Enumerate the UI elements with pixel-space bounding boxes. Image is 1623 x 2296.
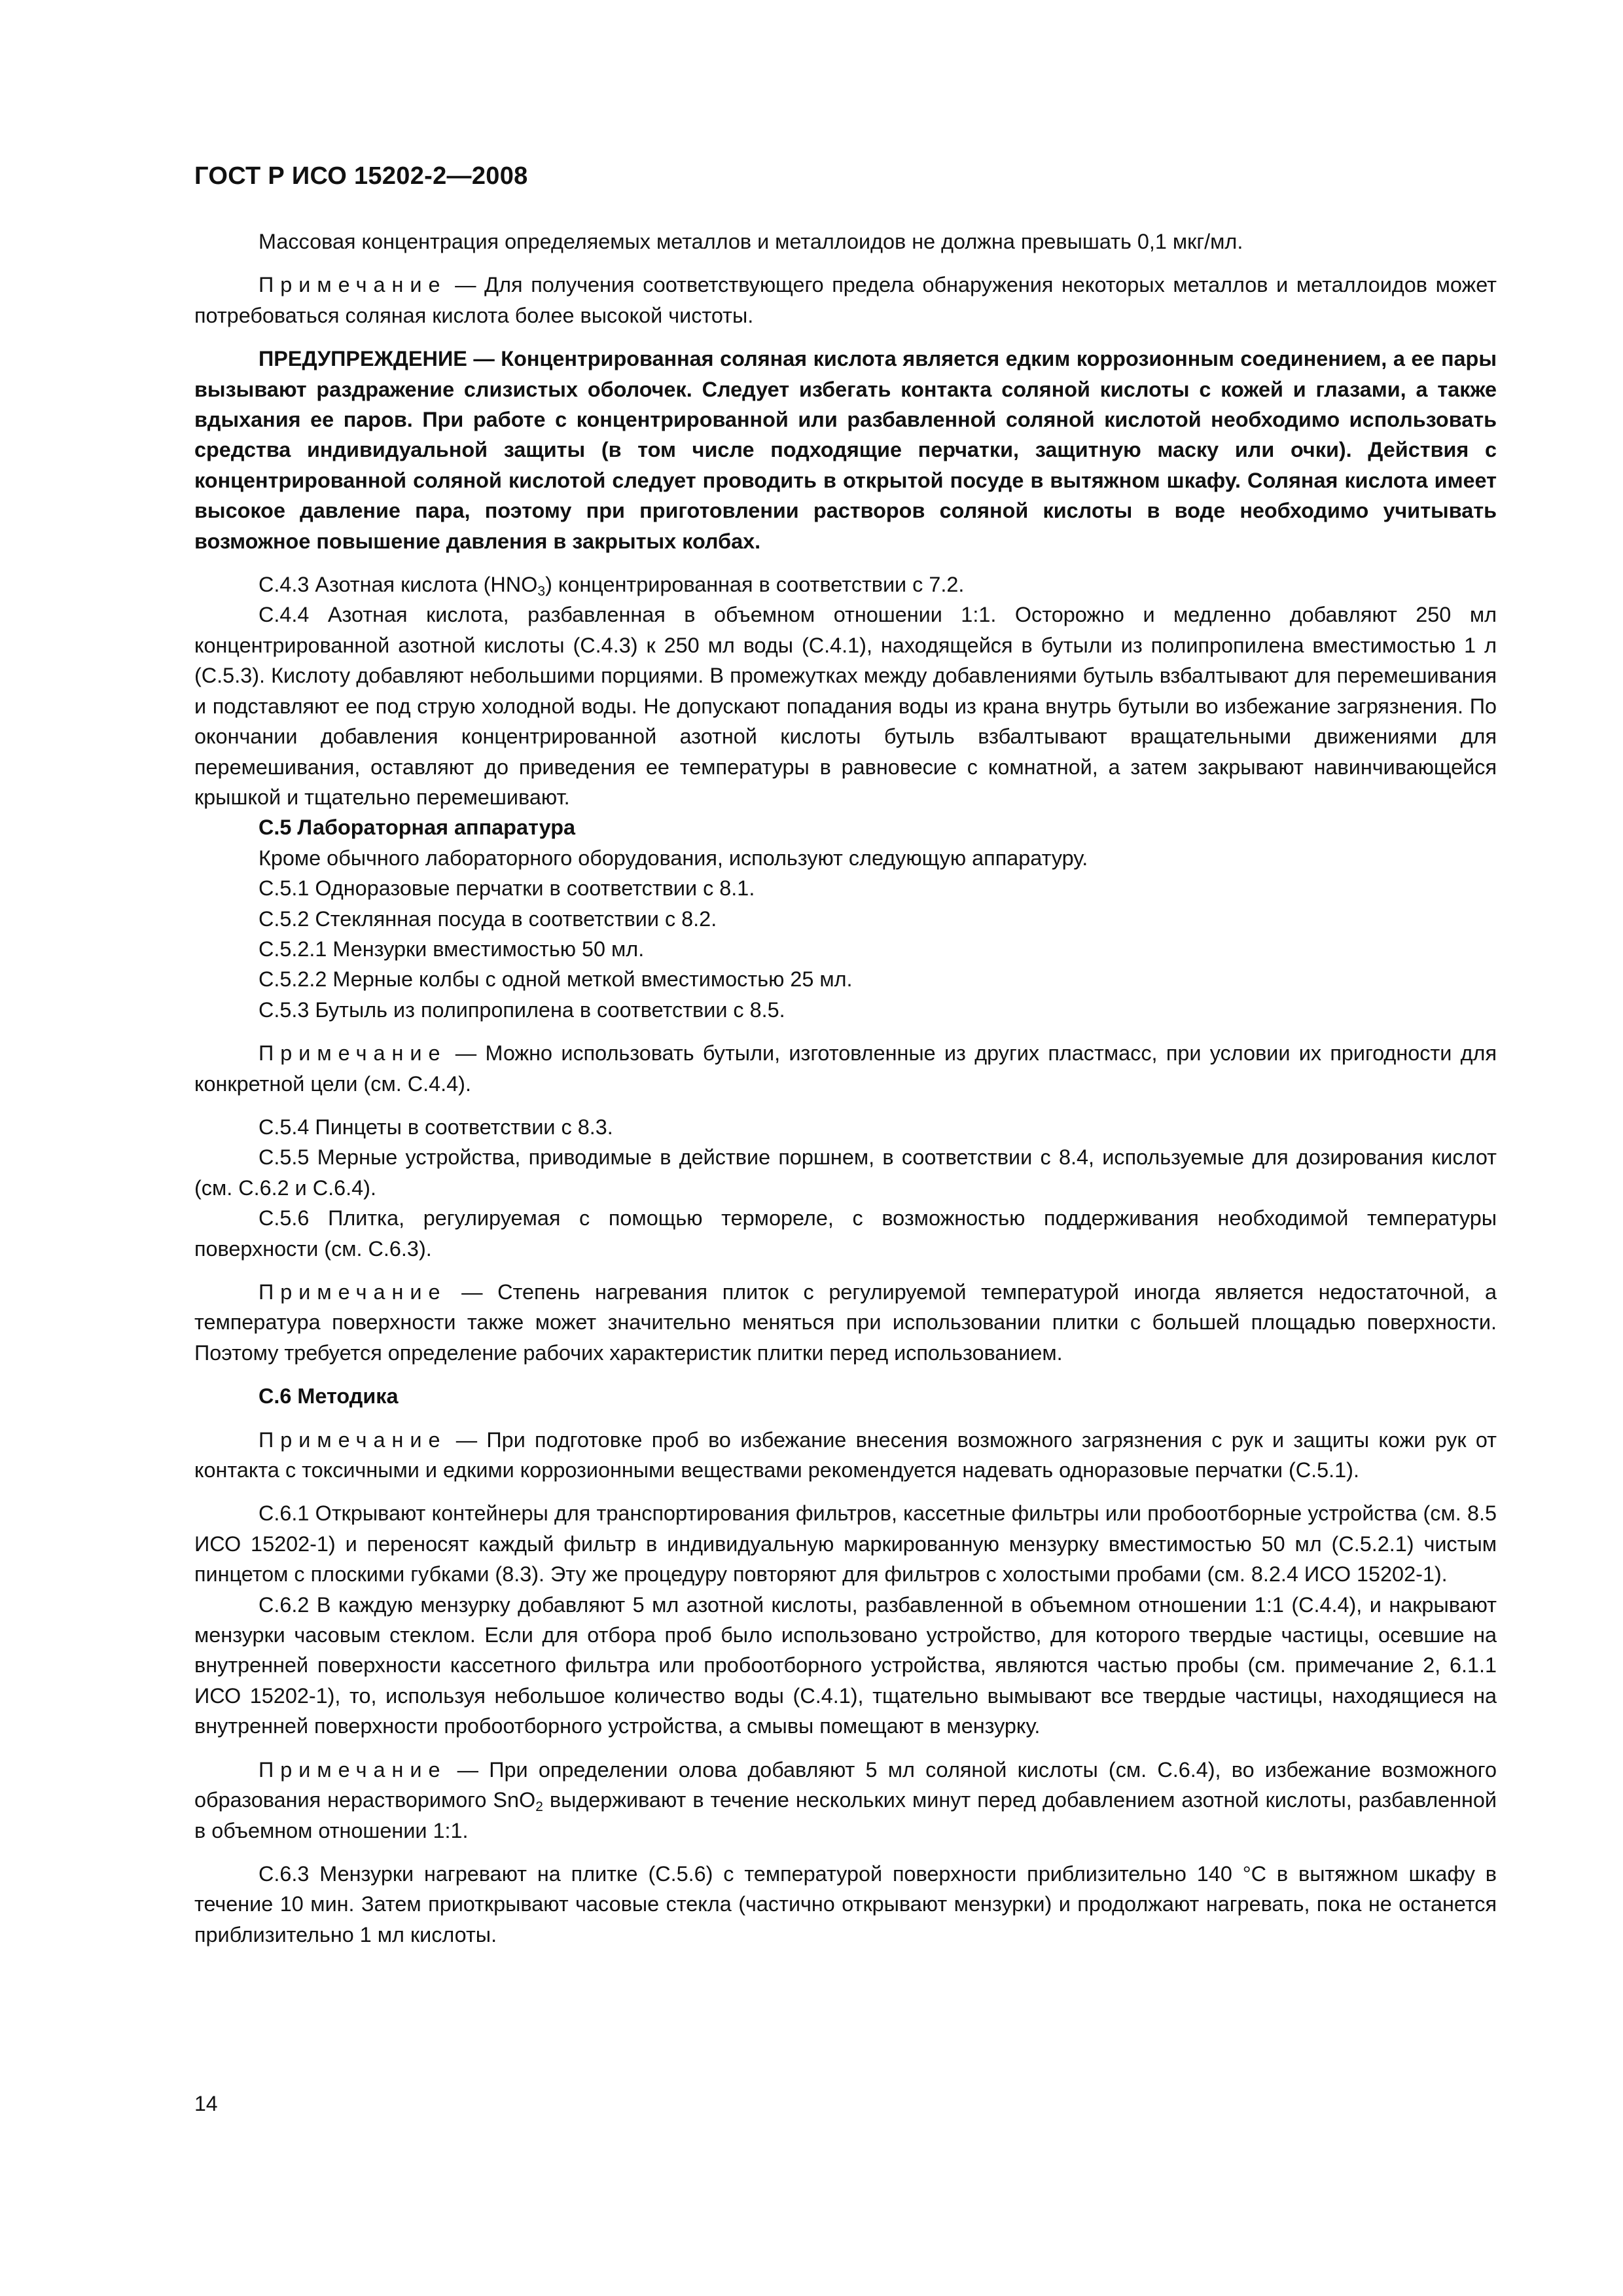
paragraph-c-5-intro bbox=[194, 843, 1497, 873]
paragraph-text: — Степень нагревания плиток с регулируемой температурой иногда является недостаточной, а температура поверхности также может значительно меняться при использовании плитки с большей площадью поверхности. Поэтому требуется определение рабочих характеристик плитки перед использованием. bbox=[194, 1280, 1497, 1365]
subscript: 3 bbox=[537, 584, 546, 600]
paragraph-text: С.4.4 Азотная кислота, разбавленная в объемном отношении 1:1. Осторожно и медленно добавляют 250 мл концентрированной азотной кислоты (С.4.3) к 250 мл воды (С.4.1), находящейся в бутыли из полипропилена вместимостью 1 л (С.5.3). Кислоту добавляют небольшими порциями. В промежутках между добавлениями бутыль взбалтывают для перемешивания и подставляют ее под струю холодной воды. Не допускают попадания воды из крана внутрь бутыли во избежание загрязнения. По окончании добавления концентрированной азотной кислоты бутыль взбалтывают вращательными движениями для перемешивания, оставляют до приведения ее температуры в равновесие с комнатной, а затем закрывают навинчивающейся крышкой и тщательно перемешивают. bbox=[194, 603, 1497, 809]
paragraph-c-5-4 bbox=[194, 1112, 1497, 1142]
paragraph-text: С.5.3 Бутыль из полипропилена в соответствии с 8.5. bbox=[259, 997, 785, 1022]
paragraph-note-5 bbox=[194, 1755, 1497, 1846]
paragraph-mass-concentration bbox=[194, 226, 1497, 257]
paragraph-c-5-2 bbox=[194, 904, 1497, 934]
note-label: Примечание bbox=[259, 273, 447, 297]
paragraph-text: Кроме обычного лабораторного оборудования, используют следующую аппаратуру. bbox=[259, 846, 1088, 870]
paragraph-c-5-5 bbox=[194, 1142, 1497, 1203]
note-label: Примечание bbox=[259, 1041, 447, 1066]
paragraph-text: — При подготовке проб во избежание внесения возможного загрязнения с рук и защиты кожи рук от контакта с токсичными и едкими коррозионными веществами рекомендуется надевать одноразовые перчатки (С.5.1). bbox=[194, 1427, 1497, 1482]
paragraph-c-5-1 bbox=[194, 873, 1497, 903]
paragraph-text: С.5.4 Пинцеты в соответствии с 8.3. bbox=[259, 1115, 613, 1139]
paragraph-text: ) концентрированная в соответствии с 7.2. bbox=[545, 573, 965, 597]
paragraph-text: С.5.6 Плитка, регулируемая с помощью термореле, с возможностью поддерживания необходимой температуры поверхности (см. С.6.3). bbox=[194, 1206, 1497, 1261]
paragraph-text: С.5.2 Стеклянная посуда в соответствии с 8.2. bbox=[259, 906, 717, 931]
paragraph-c-4-4 bbox=[194, 600, 1497, 812]
paragraph-text: С.5.5 Мерные устройства, приводимые в действие поршнем, в соответствии с 8.4, используемые для дозирования кислот (см. С.6.2 и С.6.4). bbox=[194, 1145, 1497, 1200]
paragraph-note-3 bbox=[194, 1277, 1497, 1368]
paragraph-c-5-6 bbox=[194, 1203, 1497, 1264]
paragraph-c-6-2 bbox=[194, 1590, 1497, 1742]
paragraph-text: С.6.3 Мензурки нагревают на плитке (С.5.6) с температурой поверхности приблизительно 140 °С в вытяжном шкафу в течение 10 мин. Затем приоткрывают часовые стекла (частично открывают мензурки) и продолжают нагревать, пока не останется приблизительно 1 мл кислоты. bbox=[194, 1861, 1497, 1946]
paragraph-text: С.5.1 Одноразовые перчатки в соответствии с 8.1. bbox=[259, 876, 755, 901]
paragraph-c-5-heading bbox=[194, 812, 1497, 842]
paragraph-note-1 bbox=[194, 270, 1497, 331]
paragraph-text: ПРЕДУПРЕЖДЕНИЕ — Концентрированная соляная кислота является едким коррозионным соединением, а ее пары вызывают раздражение слизистых оболочек. Следует избегать контакта соляной кислоты с кожей и глазами, а также вдыхания ее паров. При работе с концентрированной или разбавленной соляной кислотой необходимо использовать средства индивидуальной защиты (в том числе подходящие перчатки, защитную маску или очки). Действия с концентрированной соляной кислотой следует проводить в открытой посуде в вытяжном шкафу. Соляная кислота имеет высокое давление пара, поэтому при приготовлении растворов соляной кислоты в воде необходимо учитывать возможное повышение давления в закрытых колбах. bbox=[194, 347, 1497, 553]
page-number: 14 bbox=[194, 2092, 218, 2115]
paragraph-note-2 bbox=[194, 1038, 1497, 1099]
paragraph-text: — Можно использовать бутыли, изготовленные из других пластмасс, при условии их пригодности для конкретной цели (см. С.4.4). bbox=[194, 1041, 1497, 1096]
paragraph-text: С.6.1 Открывают контейнеры для транспортирования фильтров, кассетные фильтры или пробоотборные устройства (см. 8.5 ИСО 15202-1) и переносят каждый фильтр в индивидуальную маркированную мензурку вместимостью 50 мл (С.5.2.1) чистым пинцетом с плоскими губками (8.3). Эту же процедуру повторяют для фильтров с холостыми пробами (см. 8.2.4 ИСО 15202-1). bbox=[194, 1501, 1497, 1587]
note-label: Примечание bbox=[259, 1280, 447, 1304]
paragraph-text: С.5.2.2 Мерные колбы с одной меткой вместимостью 25 мл. bbox=[259, 967, 853, 992]
paragraph-text: С.5 Лабораторная аппаратура bbox=[259, 816, 576, 840]
note-label: Примечание bbox=[259, 1427, 447, 1452]
subscript: 2 bbox=[535, 1799, 543, 1815]
paragraph-note-4 bbox=[194, 1425, 1497, 1486]
paragraph-text: С.4.3 Азотная кислота (HNO bbox=[259, 573, 538, 597]
paragraph-text: С.6.2 В каждую мензурку добавляют 5 мл азотной кислоты, разбавленной в объемном отношении 1:1 (С.4.4), и накрывают мензурки часовым стеклом. Если для отбора проб было использовано устройство, для которого твердые частицы, осевшие на внутренней поверхности кассетного фильтра или пробоотборного устройства, являются частью пробы (см. примечание 2, 6.1.1 ИСО 15202-1), то, используя небольшое количество воды (С.4.1), тщательно вымывают все твердые частицы, находящиеся на внутренней поверхности пробоотборного устройства, а смывы помещают в мензурку. bbox=[194, 1592, 1497, 1738]
paragraph-c-5-2-2 bbox=[194, 964, 1497, 994]
paragraph-text: — При определении олова добавляют 5 мл соляной кислоты (см. С.6.4), во избежание возможного образования нерастворимого SnO bbox=[194, 1757, 1497, 1812]
paragraph-c-6-1 bbox=[194, 1498, 1497, 1589]
body-text bbox=[194, 226, 1497, 1950]
paragraph-text: С.6 Методика bbox=[259, 1384, 399, 1408]
paragraph-c-6-3 bbox=[194, 1859, 1497, 1950]
paragraph-warning bbox=[194, 344, 1497, 556]
paragraph-c-5-2-1 bbox=[194, 934, 1497, 964]
paragraph-text: С.5.2.1 Мензурки вместимостью 50 мл. bbox=[259, 937, 645, 961]
paragraph-text: Массовая концентрация определяемых металлов и металлоидов не должна превышать 0,1 мкг/мл. bbox=[259, 230, 1243, 253]
paragraph-c-5-3 bbox=[194, 995, 1497, 1025]
document-header: ГОСТ Р ИСО 15202-2—2008 bbox=[194, 162, 528, 190]
paragraph-c-4-3 bbox=[194, 569, 1497, 600]
paragraph-c-6-heading bbox=[194, 1381, 1497, 1411]
note-label: Примечание bbox=[259, 1757, 447, 1782]
paragraph-text: — Для получения соответствующего предела обнаружения некоторых металлов и металлоидов может потребоваться соляная кислота более высокой чистоты. bbox=[194, 273, 1497, 327]
paragraph-text: выдерживают в течение нескольких минут перед добавлением азотной кислоты, разбавленной в объемном отношении 1:1. bbox=[194, 1788, 1497, 1842]
